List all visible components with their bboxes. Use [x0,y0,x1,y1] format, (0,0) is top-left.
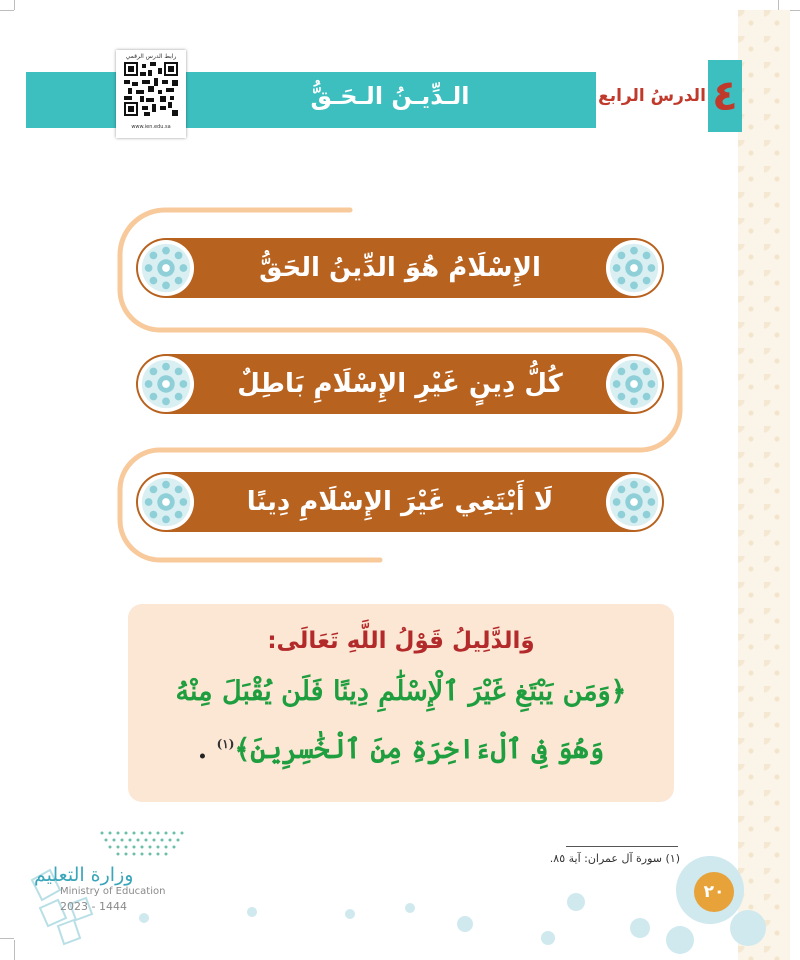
lesson-number: ٤ [708,60,742,132]
footnote: (١) سورة آل عمران: آية ٨٥. [549,852,680,865]
banner-text: كُلُّ دِينٍ غَيْرِ الإِسْلَامِ بَاطِلٌ [237,369,563,399]
rosette-icon [137,473,195,531]
banner-1 [136,238,664,298]
evidence-box [128,604,674,802]
banner-text: الإِسْلَامُ هُوَ الدِّينُ الحَقُّ [259,253,541,283]
rosette-icon [137,239,195,297]
footnote-marker: (١) [216,737,235,751]
lesson-label: الدرسُ الرابع [598,86,706,106]
page-number: ٢٠ [694,872,734,912]
evidence-intro: وَالدَّلِيلُ قَوْلُ اللَّهِ تَعَالَى: [267,628,535,654]
rosette-icon [605,239,663,297]
verse-line-2 [148,734,654,765]
ministry-english-name: Ministry of Education [60,886,166,897]
qr-url: www.ien.edu.sa [131,124,171,130]
verse-line-1: ﴿وَمَن يَبْتَغِ غَيْرَ ٱلْإِسْلَٰمِ دِينًا فَلَن يُقْبَلَ مِنْهُ [175,676,627,707]
verse-line-2-text: وَهُوَ فِى ٱلْءَاخِرَةِ مِنَ ٱلْخَٰسِرِينَ﴾ [234,734,605,765]
rosette-icon [605,355,663,413]
rosette-icon [605,473,663,531]
verse-end-dot: . [197,734,208,765]
rosette-icon [137,355,195,413]
banner-2 [136,354,664,414]
banner-3 [136,472,664,532]
ministry-arabic-name: وزارة التعليم [34,864,134,886]
page-title: الـدِّيـنُ الـحَـقُّ [310,82,470,110]
qr-title: رابط الدرس الرقمي [125,53,177,60]
banner-text: لَا أَبْتَغِي غَيْرَ الإِسْلَامِ دِينًا [246,487,554,517]
ministry-year: 2023 - 1444 [60,900,127,913]
